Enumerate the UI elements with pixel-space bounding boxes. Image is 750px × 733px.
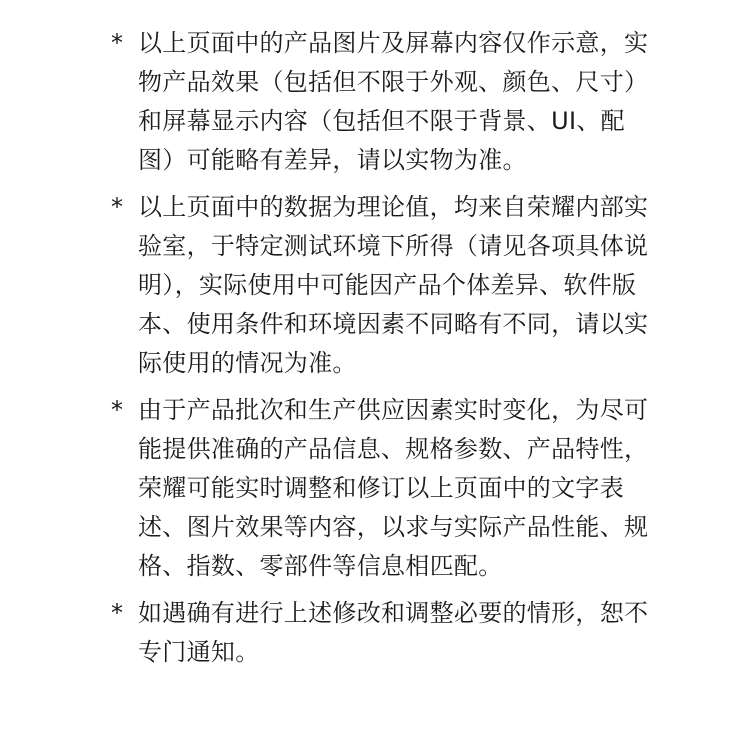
note-line: 验室，于特定测试环境下所得（请见各项具体说 bbox=[138, 232, 649, 260]
note-line: 和屏幕显示内容（包括但不限于背景、UI、配 bbox=[138, 107, 625, 135]
note-line: 以上页面中的产品图片及屏幕内容仅作示意，实 bbox=[138, 29, 649, 57]
note-line: 图）可能略有差异，请以实物为准。 bbox=[138, 146, 527, 174]
note-product-images bbox=[108, 24, 648, 180]
note-line: 明），实际使用中可能因产品个体差异、软件版 bbox=[138, 271, 637, 299]
bullet-asterisk: * bbox=[111, 599, 123, 627]
note-no-notification bbox=[108, 594, 648, 672]
bullet-asterisk: * bbox=[111, 29, 123, 57]
note-line: 专门通知。 bbox=[138, 638, 260, 666]
note-theoretical-data bbox=[108, 188, 648, 383]
disclaimer-notes bbox=[108, 24, 648, 680]
note-line: 述、图片效果等内容，以求与实际产品性能、规 bbox=[138, 513, 649, 541]
note-line: 荣耀可能实时调整和修订以上页面中的文字表 bbox=[138, 474, 624, 502]
note-line: 能提供准确的产品信息、规格参数、产品特性， bbox=[138, 435, 649, 463]
note-product-batch-changes bbox=[108, 391, 648, 586]
note-line: 物产品效果（包括但不限于外观、颜色、尺寸） bbox=[138, 68, 649, 96]
note-line: 本、使用条件和环境因素不同略有不同，请以实 bbox=[138, 310, 649, 338]
note-line: 如遇确有进行上述修改和调整必要的情形，恕不 bbox=[138, 599, 649, 627]
bullet-asterisk: * bbox=[111, 193, 123, 221]
note-line: 际使用的情况为准。 bbox=[138, 349, 357, 377]
note-line: 格、指数、零部件等信息相匹配。 bbox=[138, 552, 503, 580]
bullet-asterisk: * bbox=[111, 396, 123, 424]
note-line: 由于产品批次和生产供应因素实时变化，为尽可 bbox=[138, 396, 649, 424]
note-line: 以上页面中的数据为理论值，均来自荣耀内部实 bbox=[138, 193, 649, 221]
